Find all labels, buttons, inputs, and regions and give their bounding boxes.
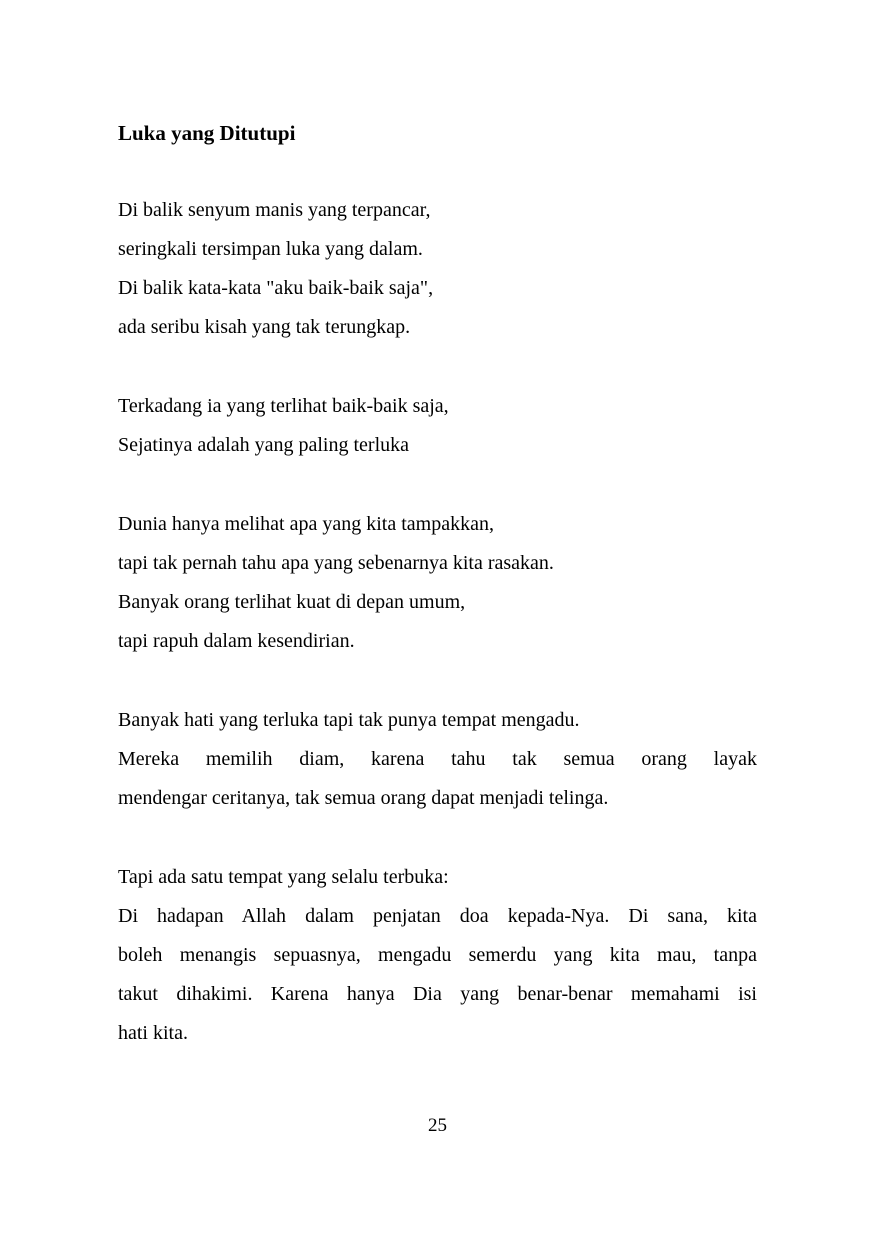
poem-line: Tapi ada satu tempat yang selalu terbuka: (118, 866, 449, 888)
poem-line: mendengar ceritanya, tak semua orang dapat menjadi telinga. (118, 787, 609, 809)
poem-line: Sejatinya adalah yang paling terluka (118, 434, 410, 456)
poem-line: hati kita. (118, 1022, 188, 1044)
poem-line: Di hadapan Allah dalam penjatan doa kepada-Nya. Di sana, kita (118, 905, 757, 927)
page-number: 25 (428, 1115, 447, 1136)
poem-line: ada seribu kisah yang tak terungkap. (118, 316, 411, 338)
poem-line: takut dihakimi. Karena hanya Dia yang benar-benar memahami isi (118, 983, 757, 1005)
poem-line: Mereka memilih diam, karena tahu tak semua orang layak (118, 748, 757, 770)
poem-line: tapi tak pernah tahu apa yang sebenarnya kita rasakan. (118, 552, 554, 574)
poem-line: Banyak hati yang terluka tapi tak punya tempat mengadu. (118, 709, 580, 731)
poem-title: Luka yang Ditutupi (118, 121, 296, 145)
poem-line: boleh menangis sepuasnya, mengadu semerdu yang kita mau, tanpa (118, 944, 757, 966)
poem-line: tapi rapuh dalam kesendirian. (118, 630, 355, 652)
poem-line: Dunia hanya melihat apa yang kita tampakkan, (118, 513, 494, 535)
poem-line: Di balik senyum manis yang terpancar, (118, 199, 431, 221)
poem-line: Banyak orang terlihat kuat di depan umum, (118, 591, 466, 613)
poem-line: Di balik kata-kata "aku baik-baik saja", (118, 277, 434, 299)
poem-line: seringkali tersimpan luka yang dalam. (118, 238, 423, 260)
poem-line: Terkadang ia yang terlihat baik-baik saja, (118, 395, 449, 417)
